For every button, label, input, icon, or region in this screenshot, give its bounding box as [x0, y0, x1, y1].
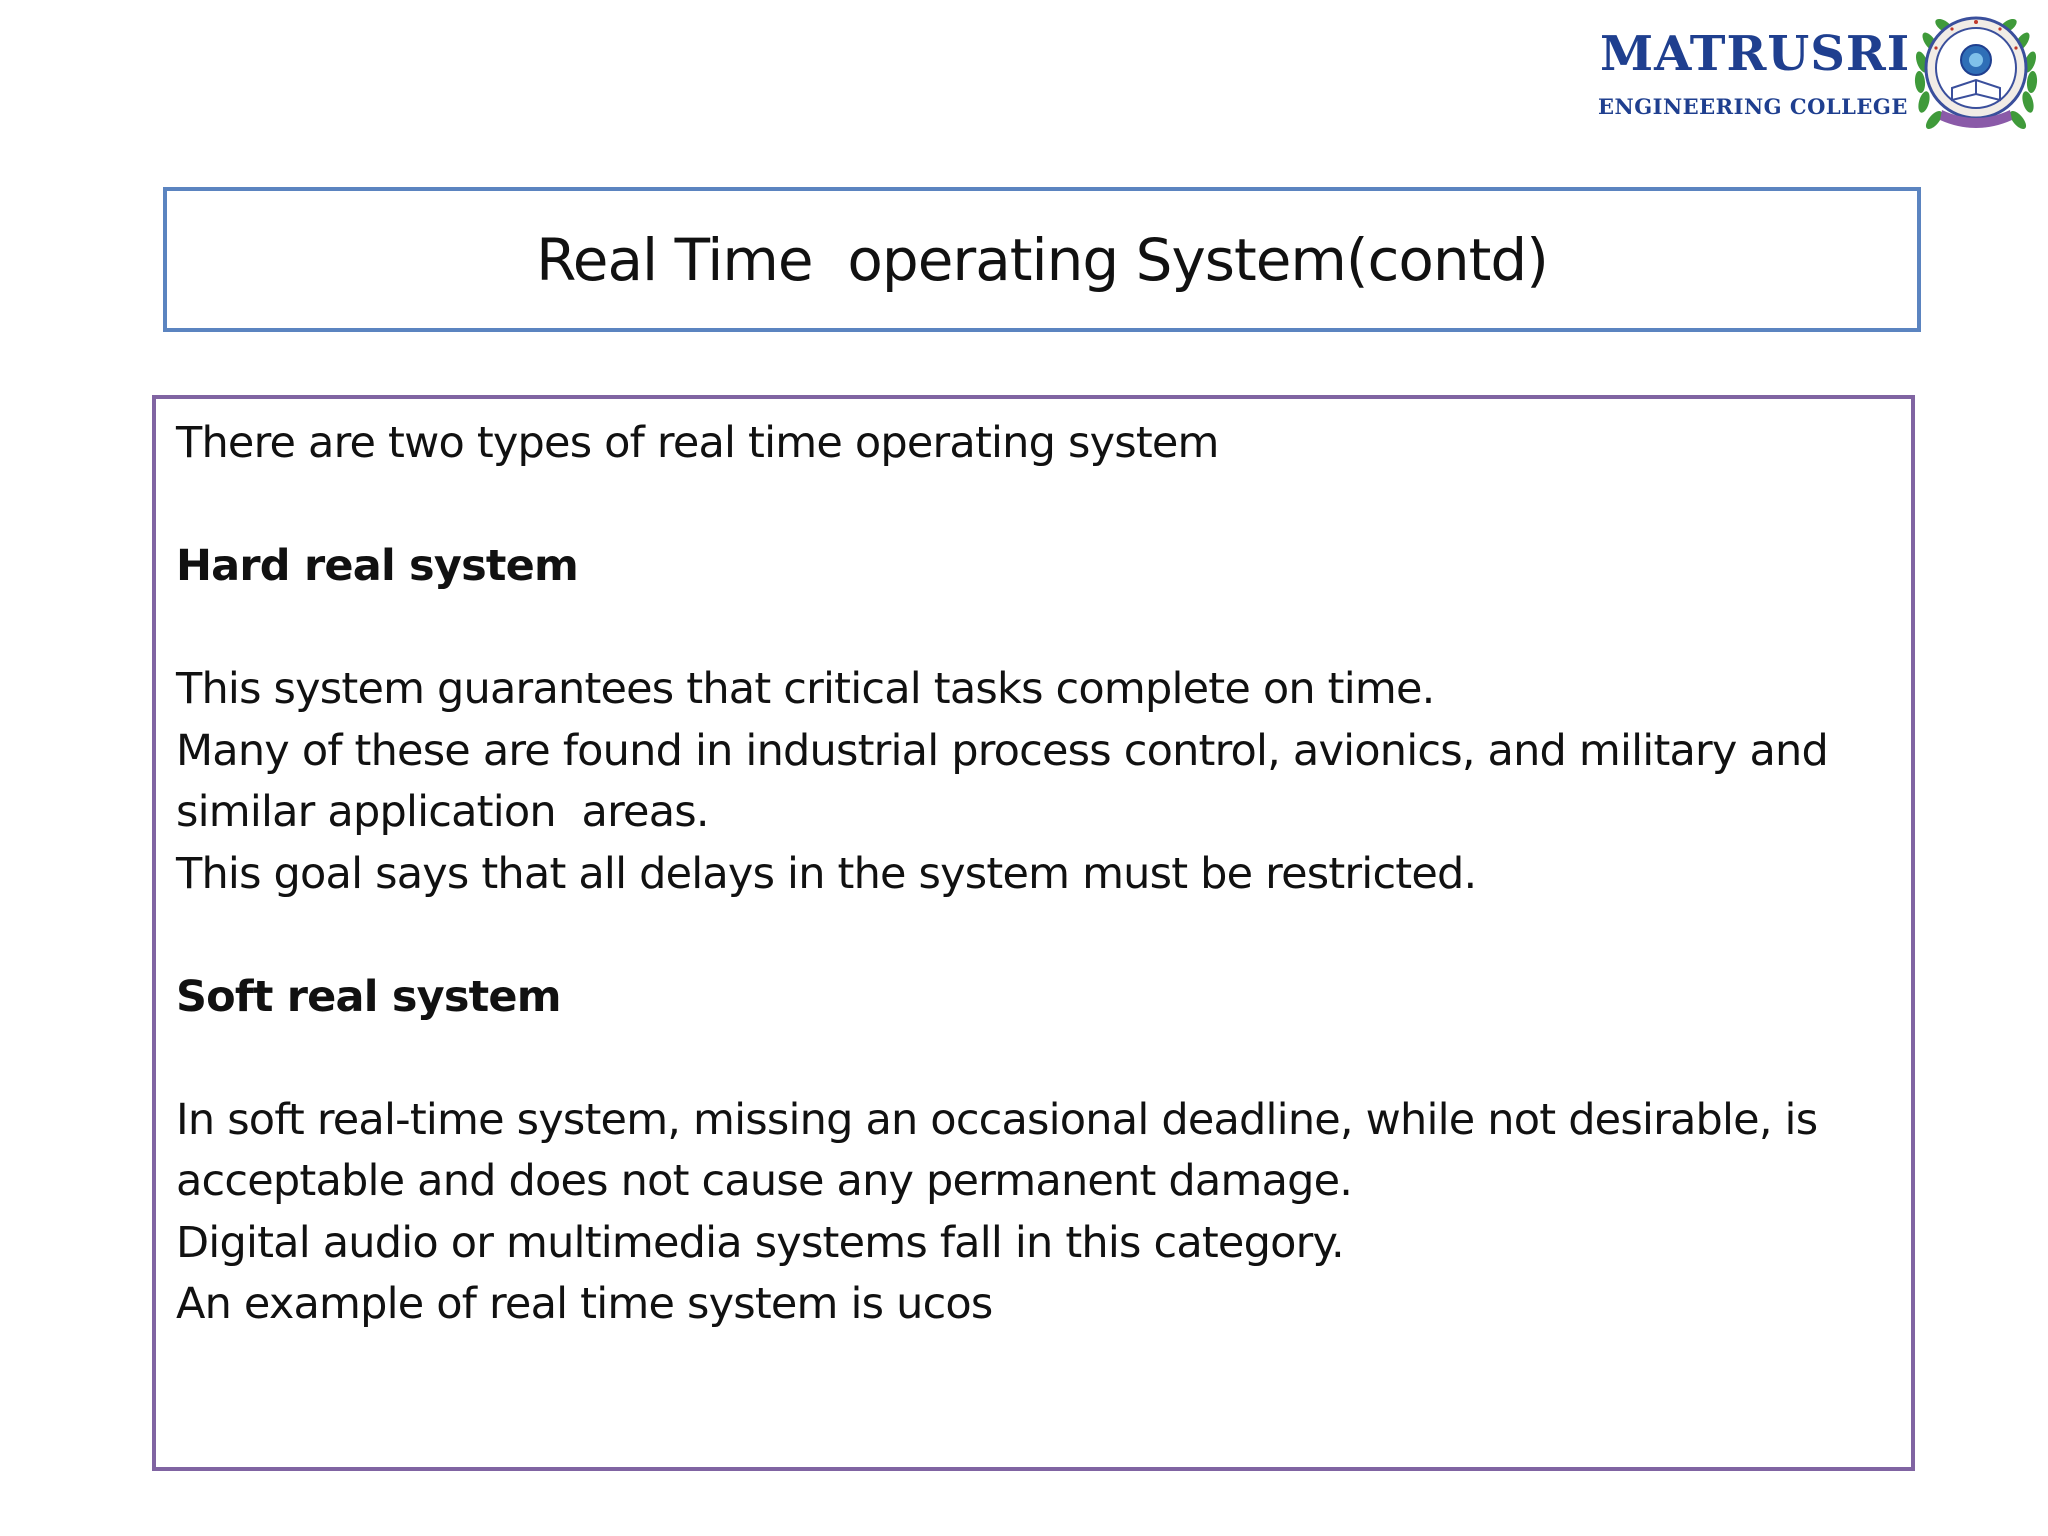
spacer [176, 1028, 1893, 1090]
soft-line-2: Digital audio or multimedia systems fall in this category. [176, 1217, 1344, 1268]
slide-title: Real Time operating System(contd) [536, 225, 1548, 294]
spacer [176, 905, 1893, 967]
hard-line-2: Many of these are found in industrial process control, avionics, and military and similar application areas. [176, 725, 1841, 837]
soft-real-system-heading: Soft real system [176, 971, 561, 1022]
slide-content-box [152, 395, 1915, 1471]
logo-subtitle: ENGINEERING COLLEGE [1598, 94, 1908, 119]
slide-title-box [163, 187, 1921, 332]
soft-line-3: An example of real time system is ucos [176, 1279, 993, 1329]
spacer [176, 598, 1893, 660]
hard-line-3: This goal says that all delays in the system must be restricted. [176, 848, 1477, 899]
hard-real-system-heading: Hard real system [176, 541, 578, 591]
logo-name: MATRUSRI [1600, 26, 1911, 82]
college-logo [1590, 0, 2048, 145]
intro-text: There are two types of real time operating system [176, 418, 1219, 468]
hard-line-1: This system guarantees that critical tasks complete on time. [176, 664, 1435, 714]
soft-line-1: In soft real-time system, missing an occasional deadline, while not desirable, is acceptable and does not cause any permanent damage. [176, 1094, 1831, 1206]
college-seal-icon [1912, 2, 2040, 140]
spacer [176, 475, 1893, 537]
